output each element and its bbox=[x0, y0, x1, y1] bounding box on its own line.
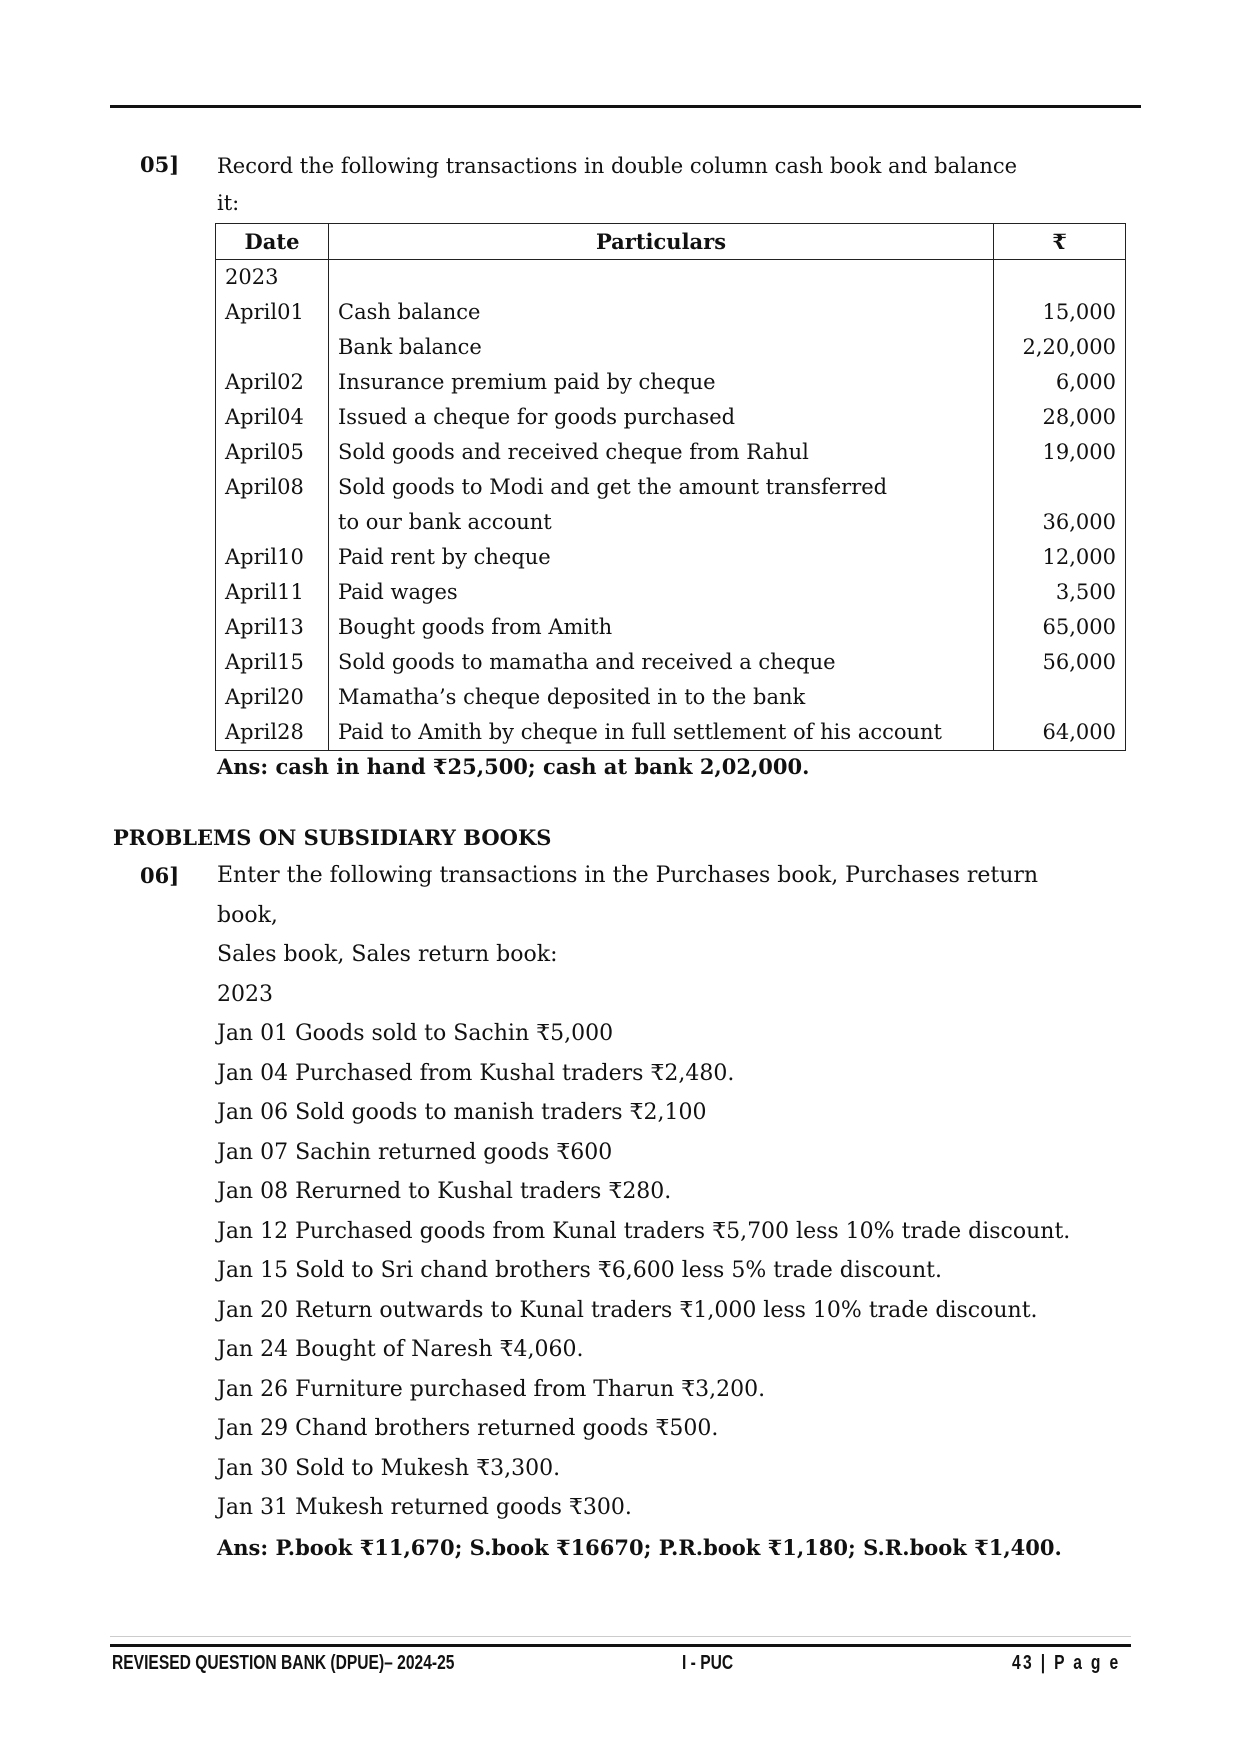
instruction-line: it: bbox=[217, 191, 240, 215]
list-item: Jan 01 Goods sold to Sachin ₹5,000 bbox=[217, 1021, 614, 1046]
transactions-table bbox=[215, 223, 1126, 751]
cell-amount: 64,000 bbox=[994, 715, 1126, 751]
table-header-row bbox=[216, 224, 1126, 260]
cell-date: April20 bbox=[216, 680, 329, 715]
footer-class: I - PUC bbox=[682, 1652, 734, 1674]
question-6-answer: Ans: P.book ₹11,670; S.book ₹16670; P.R.book ₹1,180; S.R.book ₹1,400. bbox=[217, 1534, 1062, 1560]
list-item: Jan 20 Return outwards to Kunal traders ₹1,000 less 10% trade discount. bbox=[217, 1297, 1038, 1323]
table-row bbox=[216, 330, 1126, 365]
list-item: Jan 12 Purchased goods from Kunal traders ₹5,700 less 10% trade discount. bbox=[217, 1218, 1071, 1244]
cell-amount: 28,000 bbox=[994, 400, 1126, 435]
list-item: Jan 29 Chand brothers returned goods ₹500. bbox=[217, 1416, 719, 1441]
cell-date: April05 bbox=[216, 435, 329, 470]
footer-page-number: 43 | P a g e bbox=[1012, 1652, 1121, 1674]
cell-date: 2023 bbox=[216, 260, 329, 296]
list-item: Jan 26 Furniture purchased from Tharun ₹3,200. bbox=[217, 1376, 766, 1402]
cell-particulars: Bank balance bbox=[329, 330, 994, 365]
cell-particulars: Mamatha’s cheque deposited in to the bank bbox=[329, 680, 994, 715]
cell-amount bbox=[994, 680, 1126, 715]
question-5-instruction bbox=[217, 148, 1017, 222]
list-item: Sales book, Sales return book: bbox=[217, 942, 558, 967]
instruction-line: Record the following transactions in double column cash book and balance bbox=[217, 154, 1018, 178]
cell-date: April08 bbox=[216, 470, 329, 505]
cell-amount: 65,000 bbox=[994, 610, 1126, 645]
list-item: 2023 bbox=[217, 981, 273, 1007]
header-particulars: Particulars bbox=[329, 224, 994, 260]
list-item: Jan 06 Sold goods to manish traders ₹2,100 bbox=[217, 1100, 707, 1125]
cell-particulars: Sold goods to mamatha and received a cheque bbox=[329, 645, 994, 680]
table-row bbox=[216, 470, 1126, 505]
cell-date bbox=[216, 330, 329, 365]
cell-particulars: Paid to Amith by cheque in full settlement of his account bbox=[329, 715, 994, 751]
cell-amount: 36,000 bbox=[994, 505, 1126, 540]
cell-amount: 15,000 bbox=[994, 295, 1126, 330]
cell-date: April28 bbox=[216, 715, 329, 751]
header-date: Date bbox=[216, 224, 329, 260]
cell-particulars: Sold goods to Modi and get the amount transferred bbox=[329, 470, 994, 505]
cell-amount: 6,000 bbox=[994, 365, 1126, 400]
list-item: book, bbox=[217, 902, 278, 928]
cell-particulars: to our bank account bbox=[329, 505, 994, 540]
cell-date bbox=[216, 505, 329, 540]
section-heading: PROBLEMS ON SUBSIDIARY BOOKS bbox=[113, 825, 552, 850]
list-item: Jan 04 Purchased from Kushal traders ₹2,480. bbox=[217, 1060, 735, 1086]
cell-amount: 19,000 bbox=[994, 435, 1126, 470]
cell-particulars: Cash balance bbox=[329, 295, 994, 330]
footer-thin-rule bbox=[110, 1636, 1131, 1637]
cell-particulars bbox=[329, 260, 994, 296]
cell-amount: 12,000 bbox=[994, 540, 1126, 575]
list-item: Jan 15 Sold to Sri chand brothers ₹6,600 less 5% trade discount. bbox=[217, 1258, 942, 1283]
cell-date: April04 bbox=[216, 400, 329, 435]
list-item: Jan 31 Mukesh returned goods ₹300. bbox=[217, 1495, 632, 1520]
list-item: Enter the following transactions in the Purchases book, Purchases return bbox=[217, 863, 1039, 888]
list-item: Jan 30 Sold to Mukesh ₹3,300. bbox=[217, 1455, 561, 1481]
table-row bbox=[216, 365, 1126, 400]
table-row bbox=[216, 715, 1126, 751]
question-6-body bbox=[217, 856, 1070, 1567]
footer-title: REVIESED QUESTION BANK (DPUE)– 2024-25 bbox=[112, 1652, 455, 1674]
cell-date: April02 bbox=[216, 365, 329, 400]
cell-particulars: Issued a cheque for goods purchased bbox=[329, 400, 994, 435]
header-rule bbox=[110, 105, 1141, 108]
question-number-5: 05] bbox=[140, 152, 180, 177]
table-row bbox=[216, 610, 1126, 645]
footer-rule bbox=[110, 1644, 1131, 1647]
cell-date: April15 bbox=[216, 645, 329, 680]
question-5-answer: Ans: cash in hand ₹25,500; cash at bank 2,02,000. bbox=[217, 754, 810, 779]
question-number-6: 06] bbox=[140, 863, 180, 888]
cell-particulars: Paid wages bbox=[329, 575, 994, 610]
cell-date: April01 bbox=[216, 295, 329, 330]
cell-amount: 56,000 bbox=[994, 645, 1126, 680]
table-row bbox=[216, 435, 1126, 470]
cell-particulars: Bought goods from Amith bbox=[329, 610, 994, 645]
list-item: Jan 08 Rerurned to Kushal traders ₹280. bbox=[217, 1179, 672, 1204]
table-row bbox=[216, 575, 1126, 610]
table-row bbox=[216, 540, 1126, 575]
table-row bbox=[216, 260, 1126, 296]
table-row bbox=[216, 505, 1126, 540]
cell-date: April10 bbox=[216, 540, 329, 575]
table-row bbox=[216, 295, 1126, 330]
cell-amount: 2,20,000 bbox=[994, 330, 1126, 365]
table-row bbox=[216, 680, 1126, 715]
cell-particulars: Insurance premium paid by cheque bbox=[329, 365, 994, 400]
cell-particulars: Paid rent by cheque bbox=[329, 540, 994, 575]
cell-amount: 3,500 bbox=[994, 575, 1126, 610]
cell-date: April13 bbox=[216, 610, 329, 645]
cell-amount bbox=[994, 260, 1126, 296]
header-rupee: ₹ bbox=[994, 224, 1126, 260]
list-item: Jan 07 Sachin returned goods ₹600 bbox=[217, 1139, 613, 1165]
cell-particulars: Sold goods and received cheque from Rahul bbox=[329, 435, 994, 470]
list-item: Jan 24 Bought of Naresh ₹4,060. bbox=[217, 1337, 584, 1362]
table-row bbox=[216, 645, 1126, 680]
cell-amount bbox=[994, 470, 1126, 505]
table-row bbox=[216, 400, 1126, 435]
cell-date: April11 bbox=[216, 575, 329, 610]
